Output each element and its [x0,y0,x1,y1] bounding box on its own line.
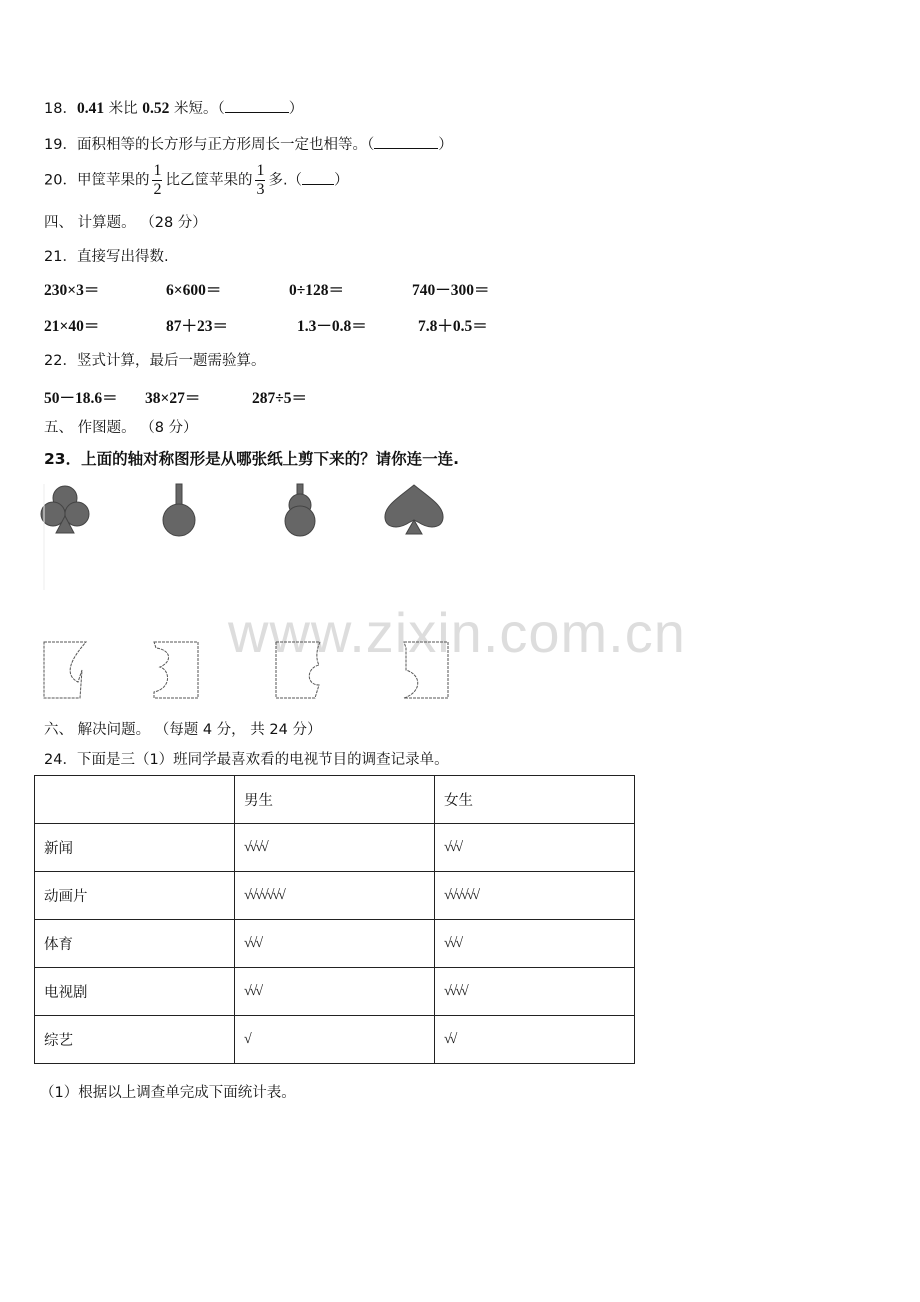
question-19 [44,133,453,154]
fraction-half [152,162,162,199]
paper-shape-a-icon [44,642,86,698]
section-4-heading: 四、 计算题。 （28 分） [44,215,207,231]
numerator: 1 [153,162,162,179]
q18-text-2: 米短。（ [169,101,225,117]
girls-tally: √√√ [435,920,635,968]
section-6-heading: 六、 解决问题。 （每题 4 分， 共 24 分） [44,722,322,738]
q20-number: 20． [44,172,77,189]
header-cell-girls: 女生 [435,776,635,824]
header-cell [35,776,235,824]
boys-tally: √√√ [235,920,435,968]
paper-shape-b-icon [154,642,198,698]
answer-blank[interactable] [302,170,334,185]
girls-tally: √√√√√√ [435,872,635,920]
calc-item: 87＋23＝ [166,318,229,335]
section-5-heading: 五、 作图题。 （8 分） [44,420,198,436]
calc-item: 50－18.6＝ [44,390,118,407]
calc-item: 287÷5＝ [252,390,308,407]
program-name: 电视剧 [35,968,235,1016]
symmetry-figures [30,470,490,710]
q18-number: 18． [44,101,77,117]
gourd-shape-icon [285,484,315,536]
calc-item: 0÷128＝ [289,282,345,299]
paren: ） [334,172,349,189]
boys-tally: √ [235,1016,435,1064]
table-header-row [35,776,635,824]
boys-tally: √√√√√√√ [235,872,435,920]
girls-tally: √√ [435,1016,635,1064]
calc-item: 1.3－0.8＝ [297,318,367,335]
table-row [35,872,635,920]
program-name: 动画片 [35,872,235,920]
answer-blank[interactable] [374,134,438,149]
table-row [35,920,635,968]
q18-value-a: 0.41 [76,100,105,117]
girls-tally: √√√√ [435,968,635,1016]
denominator: 2 [153,181,162,198]
calc-item: 21×40＝ [44,318,100,335]
q20-text-2: 比乙筐苹果的 [165,172,253,189]
q19-number: 19． [44,137,77,153]
program-name: 体育 [35,920,235,968]
denominator: 3 [256,181,265,198]
club-shape-icon [41,486,89,533]
question-24: 24．下面是三（1）班同学最喜欢看的电视节目的调查记录单。 [44,752,449,768]
calc-item: 230×3＝ [44,282,100,299]
watermark: www.zixin.com.cn [228,601,686,664]
paper-shape-c-icon [276,642,320,698]
fraction-third [255,162,265,199]
q18-value-b: 0.52 [142,100,170,117]
survey-table [34,775,635,1064]
q20-text: 甲筐苹果的 [76,172,150,189]
q20-text-3: 多.（ [268,172,303,189]
header-cell-boys: 男生 [235,776,435,824]
keyhole-shape-icon [163,484,195,536]
calc-item: 740－300＝ [412,282,490,299]
question-23: 23．上面的轴对称图形是从哪张纸上剪下来的？请你连一连. [44,450,459,468]
program-name: 综艺 [35,1016,235,1064]
question-24-part-1: （1）根据以上调查单完成下面统计表。 [40,1085,296,1101]
numerator: 1 [256,162,265,179]
paper-shape-d-icon [404,642,448,698]
boys-tally: √√√ [235,968,435,1016]
paren: ） [438,137,453,153]
question-21: 21．直接写出得数. [44,249,169,265]
boys-tally: √√√√ [235,824,435,872]
girls-tally: √√√ [435,824,635,872]
question-18 [44,97,303,118]
program-name: 新闻 [35,824,235,872]
calc-item: 6×600＝ [166,282,222,299]
question-20 [44,162,349,199]
q19-text: 面积相等的长方形与正方形周长一定也相等。（ [76,137,375,153]
answer-blank[interactable] [225,98,289,113]
q18-text: 米比 [104,101,143,117]
calc-item: 38×27＝ [145,390,201,407]
spade-shape-icon [385,485,443,534]
table-row [35,1016,635,1064]
question-22: 22．竖式计算，最后一题需验算。 [44,353,266,369]
calc-item: 7.8＋0.5＝ [418,318,488,335]
table-row [35,824,635,872]
paren: ） [288,101,304,117]
table-row [35,968,635,1016]
